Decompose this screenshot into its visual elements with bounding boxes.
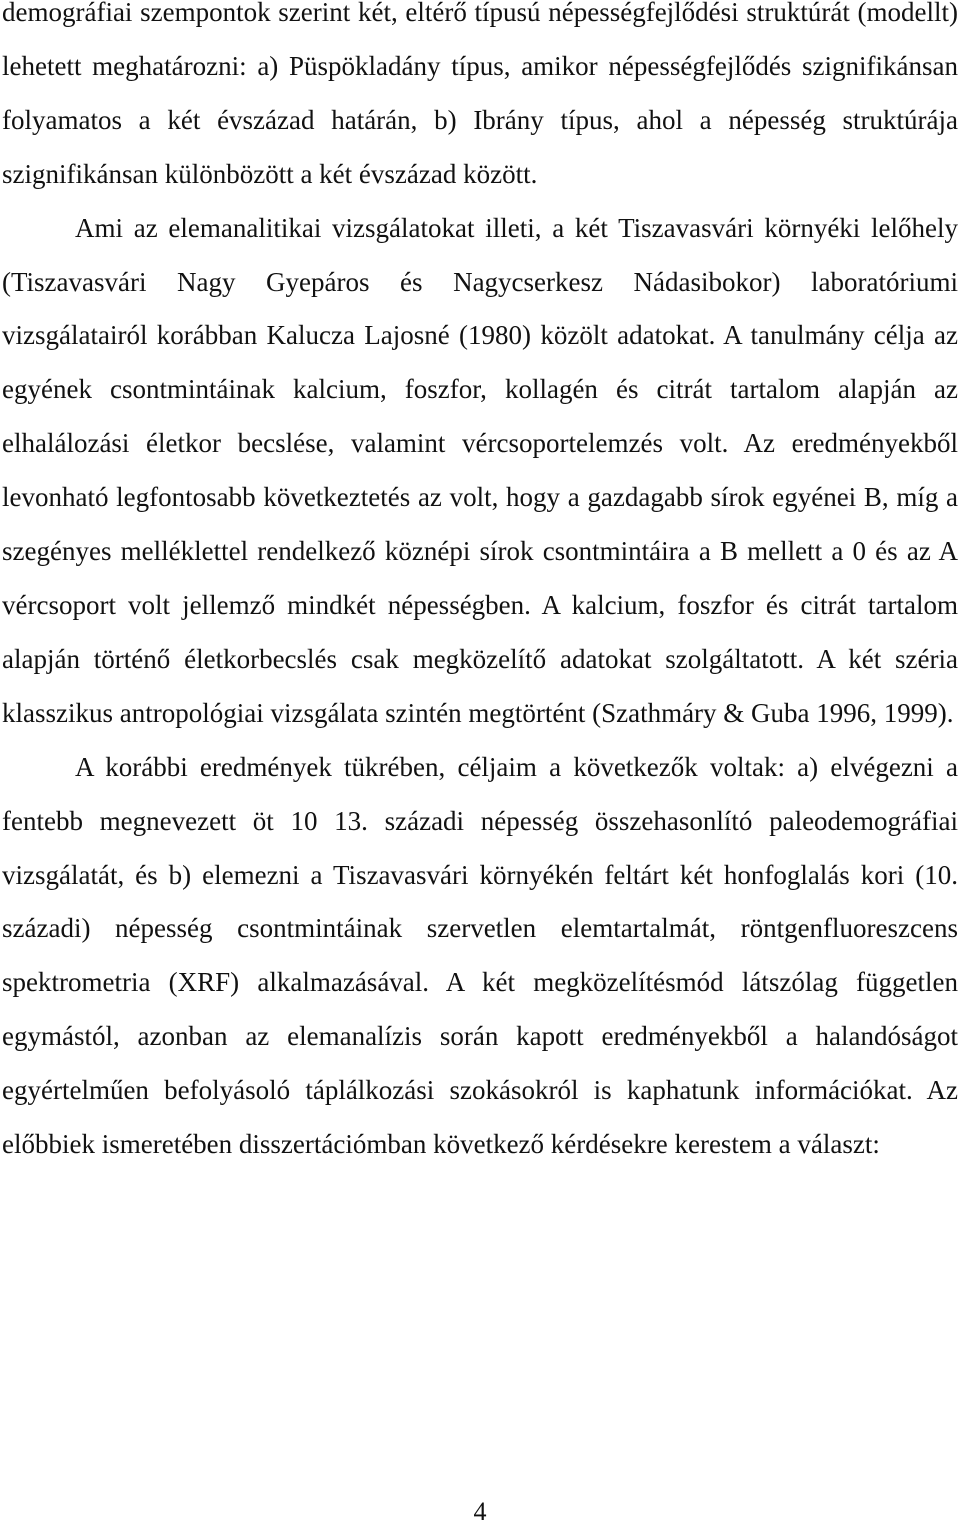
- paragraph-aims: A korábbi eredmények tükrében, céljaim a következők voltak: a) elvégezni a fentebb megnevezett öt 10 13. századi népesség összehasonlító paleodemográfiai vizsgálatát, és b) elemezni a Tiszavasvári környékén feltárt két honfoglalás kori (10. századi) népesség csontmintáinak szervetlen elemtartalmát, röntgenfluoreszcens spektrometria (XRF) alkalmazásával. A két megközelítésmód látszólag független egymástól, azonban az elemanalízis során kapott eredményekből a halandóságot egyértelműen befolyásoló táplálkozási szokásokról is kaphatunk információkat. Az előbbiek ismeretében disszertációmban következő kérdésekre kerestem a választ:: [2, 751, 958, 1160]
- body-text: [2, 0, 958, 1172]
- paragraph-elemanalysis: Ami az elemanalitikai vizsgálatokat illeti, a két Tiszavasvári környéki lelőhely (Tiszavasvári Nagy Gyepáros és Nagycserkesz Nádasibokor) laboratóriumi vizsgálatairól korábban Kalucza Lajosné (1980) közölt adatokat. A tanulmány célja az egyének csontmintáinak kalcium, foszfor, kollagén és citrát tartalom alapján az elhalálozási életkor becslése, valamint vércsoportelemzés volt. Az eredményekből levonható legfontosabb következtetés az volt, hogy a gazdagabb sírok egyénei B, míg a szegényes melléklettel rendelkező köznépi sírok csontmintáira a B mellett a 0 és az A vércsoport volt jellemző mindkét népességben. A kalcium, foszfor és citrát tartalom alapján történő életkorbecslés csak megközelítő adatokat szolgáltatott. A két széria klasszikus antropológiai vizsgálata szintén megtörtént (Szathmáry & Guba 1996, 1999).: [2, 212, 958, 728]
- paragraph-continuation: demográfiai szempontok szerint két, eltérő típusú népességfejlődési struktúrát (modellt) lehetett meghatározni: a) Püspökladány típus, amikor népességfejlődés szignifikánsan folyamatos a két évszázad határán, b) Ibrány típus, ahol a népesség struktúrája szignifikánsan különbözött a két évszázad között.: [2, 0, 958, 189]
- page-number: 4: [473, 1497, 487, 1526]
